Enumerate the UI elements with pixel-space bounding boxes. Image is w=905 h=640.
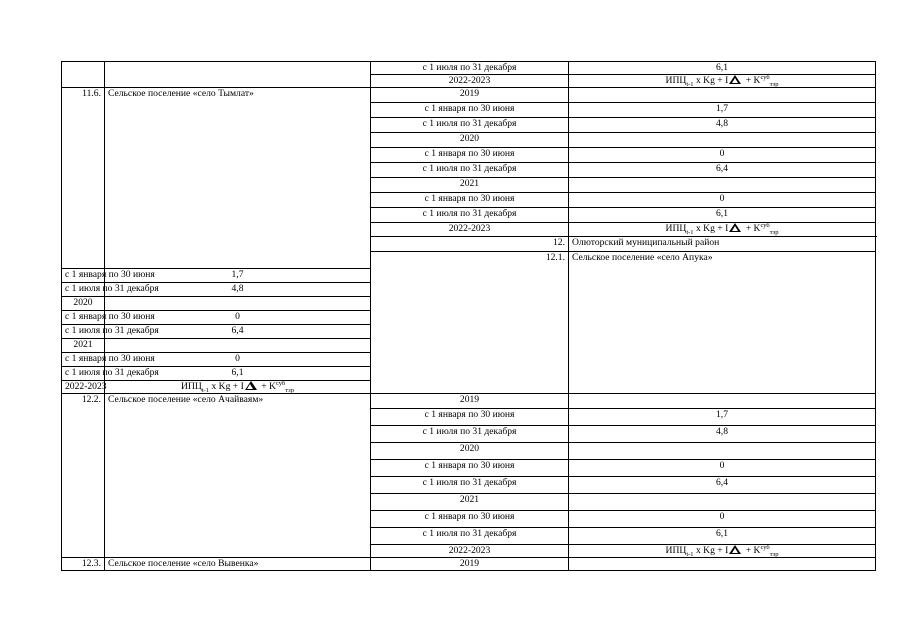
delta-triangle-icon xyxy=(729,75,741,84)
formula-ipc-sub: t-1 xyxy=(686,550,694,558)
value-cell xyxy=(569,75,876,88)
formula-ipc: ИПЦ xyxy=(665,75,687,86)
period-cell: с 1 января по 30 июня xyxy=(371,409,569,426)
settlement-name: Сельское поселение «село Ачайваям» xyxy=(105,394,371,558)
value-cell: 1,7 xyxy=(569,103,876,118)
period-cell: 2022-2023 xyxy=(371,545,569,558)
table-row xyxy=(62,88,876,103)
settlement-name-cell xyxy=(105,62,371,88)
settlement-name: Сельское поселение «село Вывенка» xyxy=(105,558,371,571)
formula-plus: + K xyxy=(258,381,276,392)
value-cell xyxy=(105,339,371,353)
period-cell: с 1 июля по 31 декабря xyxy=(62,325,105,339)
region-name: Олюторский муниципальный район xyxy=(569,237,876,252)
period-cell: с 1 июля по 31 декабря xyxy=(371,163,569,178)
formula-k-sup: суб xyxy=(760,221,770,229)
value-cell xyxy=(569,223,876,237)
value-cell: 4,8 xyxy=(569,426,876,443)
period-cell: с 1 июля по 31 декабря xyxy=(371,118,569,133)
formula-plus: + K xyxy=(743,545,761,556)
value-cell xyxy=(569,394,876,409)
row-number: 12. xyxy=(371,237,569,252)
formula-k-sup: суб xyxy=(760,73,770,81)
period-cell: 2019 xyxy=(371,88,569,103)
value-cell: 0 xyxy=(105,353,371,367)
period-cell: с 1 января по 30 июня xyxy=(371,148,569,163)
value-cell xyxy=(569,133,876,148)
period-cell: с 1 июля по 31 декабря xyxy=(371,62,569,75)
period-cell: с 1 июля по 31 декабря xyxy=(62,283,105,297)
value-cell: 6,4 xyxy=(569,163,876,178)
period-cell: 2019 xyxy=(371,394,569,409)
value-cell: 6,1 xyxy=(105,367,371,381)
formula-plus: + K xyxy=(743,75,761,86)
period-cell: 2022-2023 xyxy=(62,381,105,394)
period-cell: 2021 xyxy=(371,178,569,193)
delta-triangle-icon xyxy=(729,223,741,232)
value-cell: 1,7 xyxy=(569,409,876,426)
formula-k-sup: суб xyxy=(275,379,286,387)
value-cell: 4,8 xyxy=(105,283,371,297)
formula-ipc: ИПЦ xyxy=(665,545,687,556)
settlement-name: Сельское поселение «село Тымлат» xyxy=(105,88,371,269)
formula-mid: x Kg + I xyxy=(209,381,244,392)
formula-ipc: ИПЦ xyxy=(181,381,202,392)
formula-k-sub: тзр xyxy=(769,228,779,236)
period-cell: с 1 января по 30 июня xyxy=(371,460,569,477)
period-cell: 2020 xyxy=(62,297,105,311)
value-cell: 0 xyxy=(569,460,876,477)
formula-k-sub: тзр xyxy=(769,550,779,558)
value-cell xyxy=(569,494,876,511)
value-cell: 6,1 xyxy=(569,528,876,545)
formula-k-sup: суб xyxy=(760,543,770,551)
value-cell xyxy=(569,178,876,193)
period-cell: с 1 июля по 31 декабря xyxy=(371,477,569,494)
delta-triangle-icon xyxy=(729,545,741,554)
formula-plus: + K xyxy=(743,223,761,234)
period-cell: с 1 января по 30 июня xyxy=(371,193,569,208)
formula-mid: x Kg + I xyxy=(693,545,729,556)
value-cell: 6,1 xyxy=(569,208,876,223)
table-row xyxy=(62,558,876,571)
value-cell: 0 xyxy=(105,311,371,325)
value-cell xyxy=(569,545,876,558)
period-cell: с 1 января по 30 июня xyxy=(62,311,105,325)
formula-ipc-sub: t-1 xyxy=(686,80,694,88)
value-cell: 0 xyxy=(569,193,876,208)
tariff-formula xyxy=(666,75,779,86)
tariff-formula xyxy=(181,381,294,392)
formula-ipc-sub: t-1 xyxy=(201,386,210,394)
value-cell: 0 xyxy=(569,511,876,528)
period-cell: с 1 июля по 31 декабря xyxy=(62,367,105,381)
value-cell xyxy=(569,443,876,460)
period-cell: 2020 xyxy=(371,133,569,148)
period-cell: с 1 июля по 31 декабря xyxy=(371,426,569,443)
row-number: 12.2. xyxy=(62,394,105,558)
period-cell: 2021 xyxy=(371,494,569,511)
period-cell: с 1 января по 30 июня xyxy=(62,269,105,283)
row-number: 11.6. xyxy=(62,88,105,269)
formula-mid: x Kg + I xyxy=(693,223,729,234)
table-row xyxy=(62,394,876,409)
formula-ipc-sub: t-1 xyxy=(686,228,694,236)
period-cell: 2021 xyxy=(62,339,105,353)
value-cell xyxy=(569,88,876,103)
value-cell xyxy=(105,297,371,311)
tariff-formula xyxy=(666,223,779,234)
period-cell: 2022-2023 xyxy=(371,75,569,88)
formula-k-sub: тзр xyxy=(285,386,294,394)
table-row xyxy=(62,62,876,75)
formula-mid: x Kg + I xyxy=(693,75,729,86)
formula-k-sub: тзр xyxy=(769,80,779,88)
period-cell: с 1 января по 30 июня xyxy=(62,353,105,367)
period-cell: 2020 xyxy=(371,443,569,460)
value-cell: 0 xyxy=(569,148,876,163)
period-cell: с 1 июля по 31 декабря xyxy=(371,208,569,223)
row-number: 12.3. xyxy=(62,558,105,571)
tariff-formula xyxy=(666,545,779,556)
period-cell: с 1 января по 30 июня xyxy=(371,511,569,528)
row-number: 12.1. xyxy=(371,252,569,394)
formula-ipc: ИПЦ xyxy=(665,223,687,234)
value-cell: 6,4 xyxy=(569,477,876,494)
settlement-name: Сельское поселение «село Апука» xyxy=(569,252,876,394)
tariff-table xyxy=(61,61,876,571)
period-cell: 2019 xyxy=(371,558,569,571)
period-cell: с 1 июля по 31 декабря xyxy=(371,528,569,545)
delta-triangle-icon xyxy=(245,381,257,390)
value-cell xyxy=(569,558,876,571)
period-cell: 2022-2023 xyxy=(371,223,569,237)
row-number-cell xyxy=(62,62,105,88)
value-cell xyxy=(105,381,371,394)
value-cell: 6,1 xyxy=(569,62,876,75)
period-cell: с 1 января по 30 июня xyxy=(371,103,569,118)
value-cell: 6,4 xyxy=(105,325,371,339)
value-cell: 4,8 xyxy=(569,118,876,133)
value-cell: 1,7 xyxy=(105,269,371,283)
